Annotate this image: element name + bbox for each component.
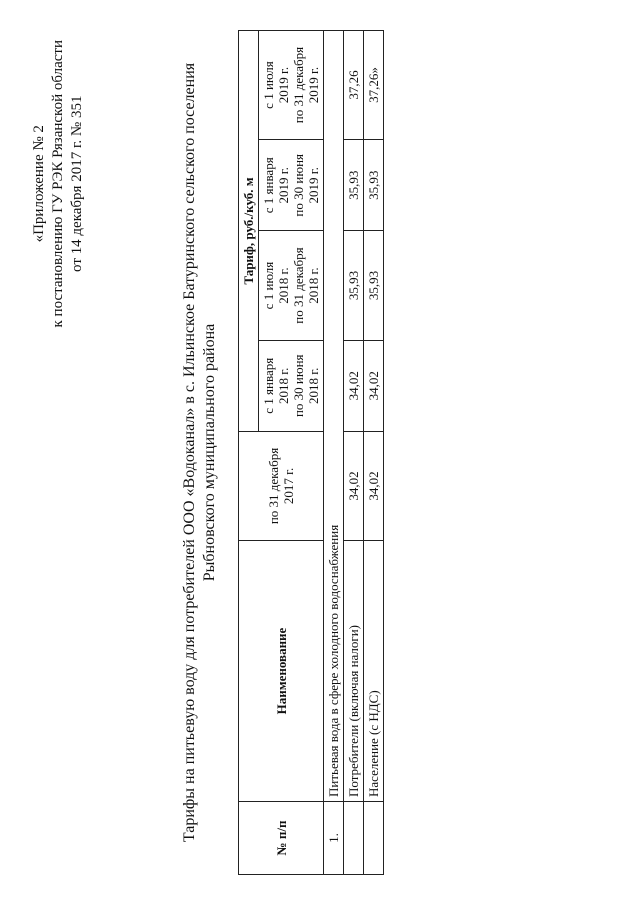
period-0-line2: 2017 г. xyxy=(281,467,296,505)
period-1-line1: с 1 января xyxy=(261,357,276,414)
row-value: 35,93 xyxy=(344,140,364,231)
period-1-line4: 2018 г. xyxy=(306,367,321,404)
col-tariff-header: Тариф, руб./куб. м xyxy=(239,31,259,432)
period-1-line3: по 30 июня xyxy=(291,354,306,418)
appendix-number: «Приложение № 2 xyxy=(31,125,47,243)
row-value: 34,02 xyxy=(344,340,364,431)
table-header-row xyxy=(239,31,259,875)
period-header-2 xyxy=(259,231,324,340)
decree-date: от 14 декабря 2017 г. № 351 xyxy=(69,95,85,272)
period-4-line4: 2019 г. xyxy=(306,66,321,104)
period-2-line2: 2018 г. xyxy=(276,267,291,304)
period-3-line2: 2019 г. xyxy=(276,167,291,204)
row-name: Население (с НДС) xyxy=(364,541,384,802)
period-2-line4: 2018 г. xyxy=(306,267,321,304)
col-name-header: Наименование xyxy=(239,541,324,802)
row-name: Потребители (включая налоги) xyxy=(344,541,364,802)
period-header-0 xyxy=(239,431,324,540)
row-value: 37,26 xyxy=(344,31,364,140)
row-value: 35,93 xyxy=(344,231,364,340)
period-3-line1: с 1 января xyxy=(261,157,276,214)
col-num-header: № п/п xyxy=(239,802,324,875)
period-4-line2: 2019 г. xyxy=(276,66,291,104)
document-title xyxy=(180,0,220,905)
period-3-line3: по 30 июня xyxy=(291,154,306,217)
appendix-header xyxy=(30,40,87,327)
decree-reference: к постановлению ГУ РЭК Рязанской области xyxy=(50,40,66,328)
row-value: 34,02 xyxy=(364,431,384,540)
title-line-1: Тарифы на питьевую воду для потребителей ООО «Водоканал» в с. Ильинское Батуринского сельского поселения xyxy=(181,62,198,843)
section-row xyxy=(324,31,344,875)
row-value: 34,02 xyxy=(344,431,364,540)
tariff-table xyxy=(238,30,384,875)
title-line-2: Рыбновского муниципального района xyxy=(201,323,218,582)
period-4-line1: с 1 июля xyxy=(261,61,276,109)
table-row xyxy=(364,31,384,875)
section-number: 1. xyxy=(324,802,344,875)
row-num-empty xyxy=(344,802,364,875)
row-value: 34,02 xyxy=(364,340,384,431)
period-2-line3: по 31 декабря xyxy=(291,247,306,324)
period-3-line4: 2019 г. xyxy=(306,167,321,204)
period-2-line1: с 1 июля xyxy=(261,261,276,310)
row-num-empty xyxy=(364,802,384,875)
period-1-line2: 2018 г. xyxy=(276,367,291,404)
row-value: 35,93 xyxy=(364,231,384,340)
period-header-3 xyxy=(259,140,324,231)
row-value: 37,26» xyxy=(364,31,384,140)
table-row xyxy=(344,31,364,875)
period-0-line1: по 31 декабря xyxy=(266,447,281,525)
row-value: 35,93 xyxy=(364,140,384,231)
period-header-4 xyxy=(259,31,324,140)
period-4-line3: по 31 декабря xyxy=(291,46,306,124)
section-label: Питьевая вода в сфере холодного водоснабжения xyxy=(324,31,344,802)
period-header-1 xyxy=(259,340,324,431)
